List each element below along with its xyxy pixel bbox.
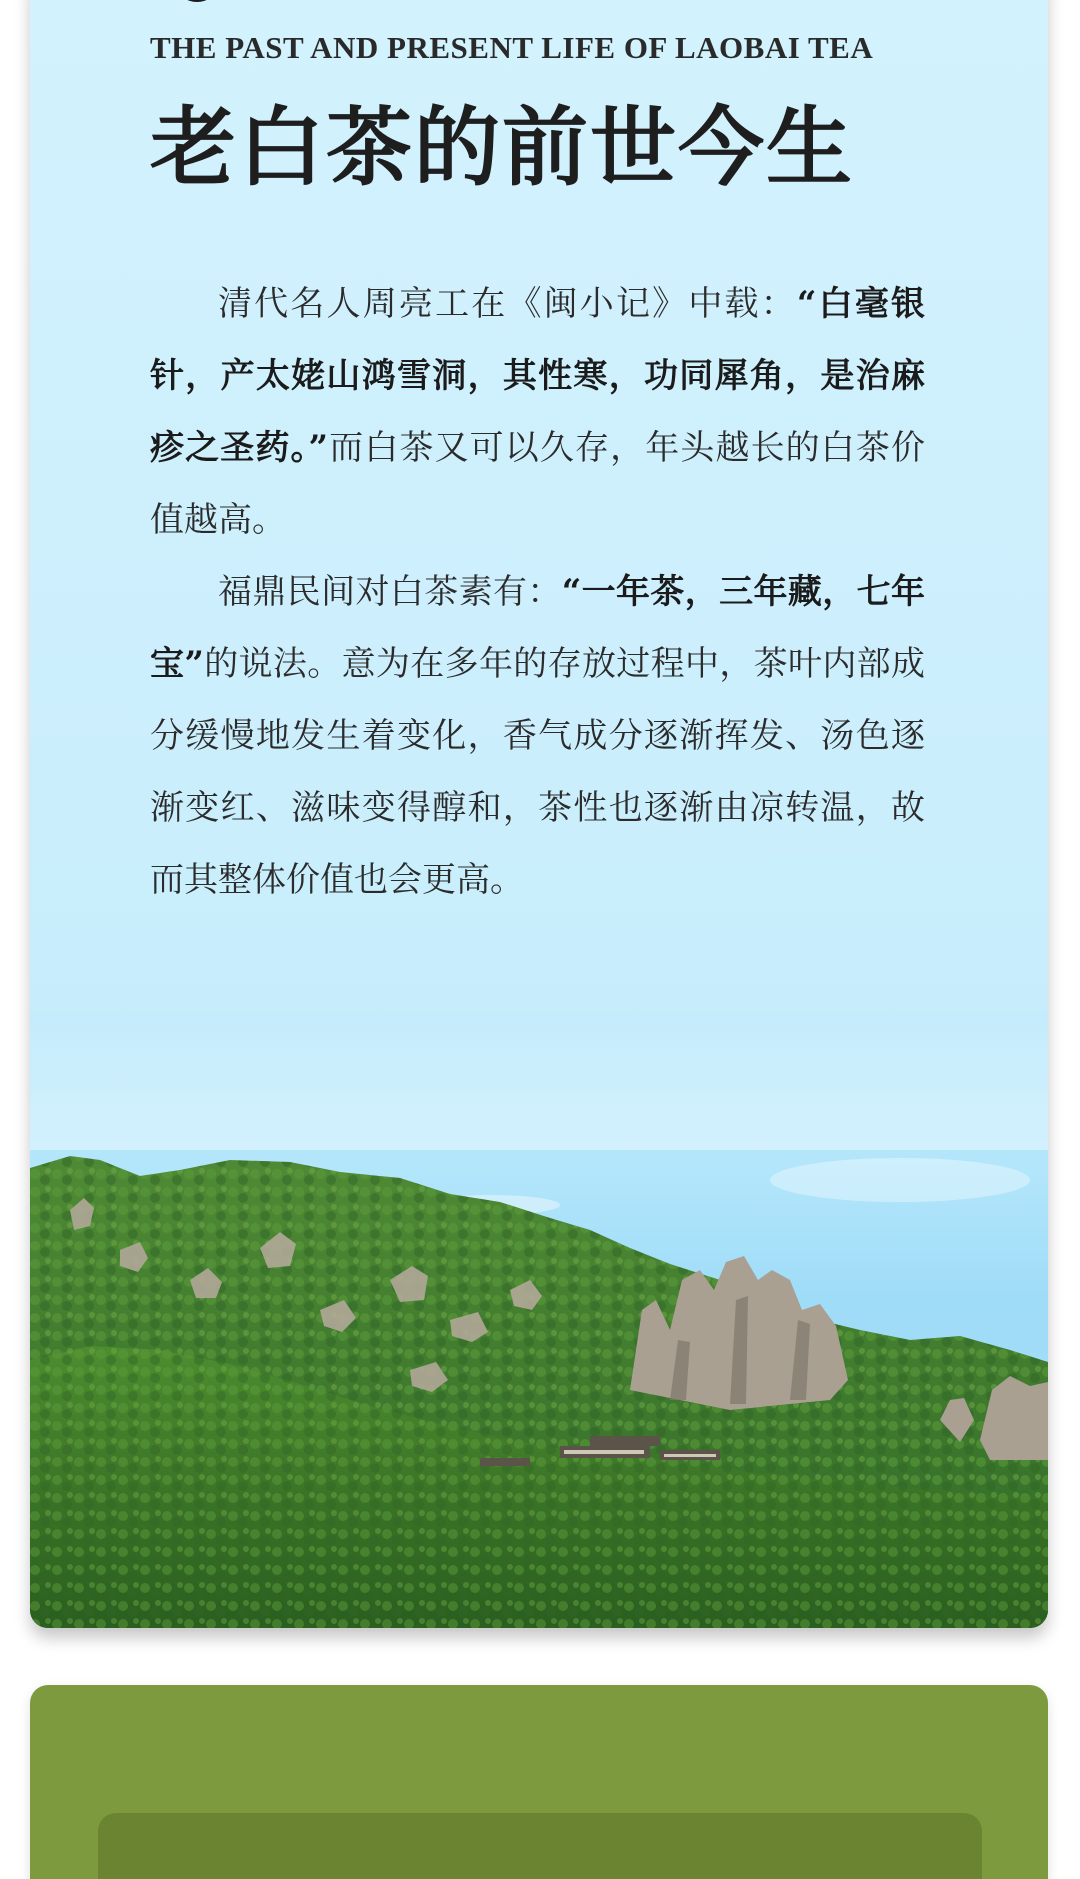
paragraph-1-rest: 而白茶又可以久存，年头越长的白茶价值越高。	[150, 428, 926, 540]
intro-card	[30, 0, 1048, 1628]
paragraph-1-intro: 清代名人周亮工在《闽小记》中载：	[218, 284, 797, 324]
page-title: 老白茶的前世今生	[150, 97, 854, 198]
paragraph-2-quote: “一年茶，三年藏，七年宝”	[150, 572, 925, 684]
next-section-panel	[98, 1813, 982, 1879]
english-subtitle: THE PAST AND PRESENT LIFE OF LAOBAI TEA	[150, 30, 874, 65]
mountain-landscape-image	[30, 0, 1048, 1628]
paragraph-2-rest: 的说法。意为在多年的存放过程中，茶叶内部成分缓慢地发生着变化，香气成分逐渐挥发、汤色逐渐变红、滋味变得醇和，茶性也逐渐由凉转温，故而其整体价值也会更高。	[150, 644, 926, 900]
next-section-card	[30, 1685, 1048, 1879]
paragraph-1-quote: “白毫银针，产太姥山鸿雪洞，其性寒，功同犀角，是治麻疹之圣药。”	[150, 284, 926, 468]
paragraph-2-intro: 福鼎民间对白茶素有：	[218, 572, 562, 612]
